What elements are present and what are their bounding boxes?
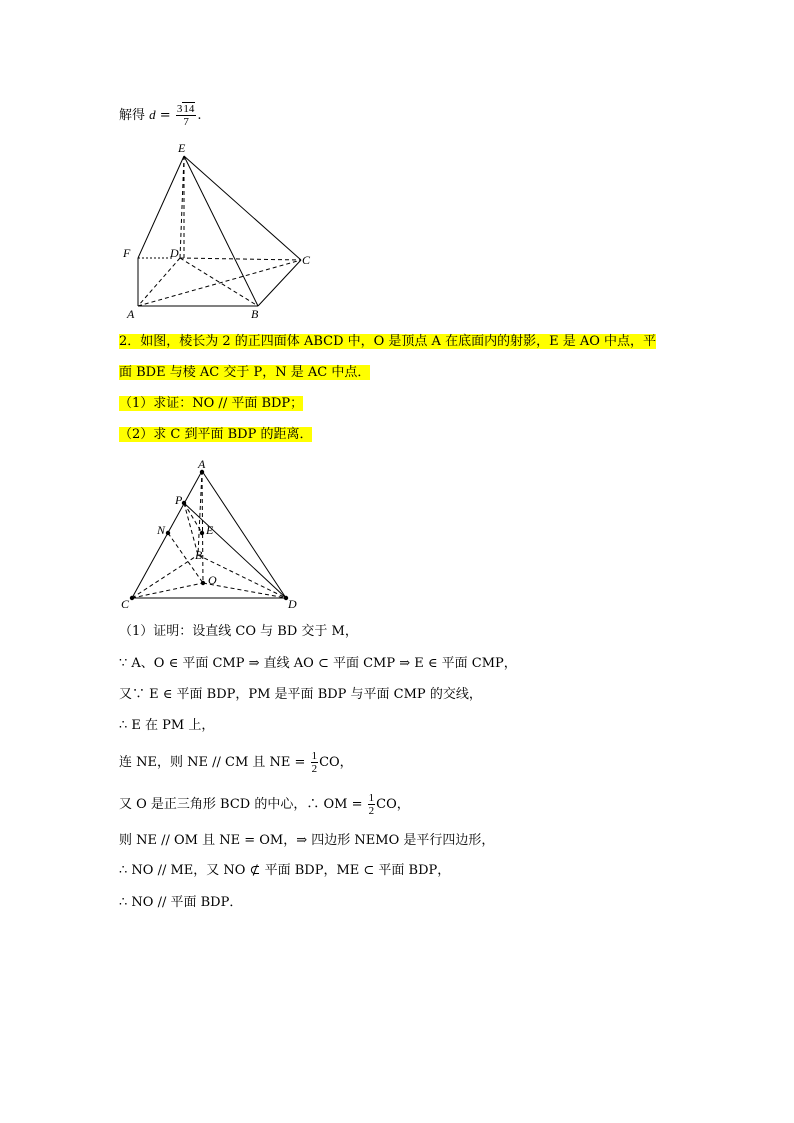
label-B: B: [195, 548, 203, 562]
label-C: C: [121, 597, 130, 611]
label-A: A: [127, 307, 135, 320]
pyramid-figure-1: [118, 140, 328, 320]
tetrahedron-figure-2: [118, 455, 308, 615]
proof-line-3: 又∵ E ∈ 平面 BDP，PM 是平面 BDP 与平面 CMP 的交线，: [119, 687, 482, 702]
proof-line-7: 则 NE // OM 且 NE = OM，⇒ 四边形 NEMO 是平行四边形，: [119, 833, 495, 848]
fraction: $\frac{314}{7}$: [176, 103, 195, 128]
label-B: B: [251, 307, 259, 320]
proof-line-8: ∴ NO // ME，又 NO ⊄ 平面 BDP，ME ⊂ 平面 BDP，: [119, 863, 451, 878]
problem-line-1: 2．如图，棱长为 2 的正四面体 ABCD 中，O 是顶点 A 在底面内的射影，E 是 AO 中点，平: [119, 334, 656, 349]
label-A: A: [198, 457, 206, 471]
fraction-half: $\frac{1}{2}$: [311, 750, 318, 775]
proof-line-2: ∵ A、O ∈ 平面 CMP ⇒ 直线 AO ⊂ 平面 CMP ⇒ E ∈ 平面 CMP，: [119, 656, 517, 671]
problem-part-2: （2）求 C 到平面 BDP 的距离．: [119, 427, 313, 442]
label-C: C: [302, 253, 311, 267]
proof-line-9: ∴ NO // 平面 BDP．: [119, 895, 243, 910]
fraction-half: $\frac{1}{2}$: [368, 792, 375, 817]
solution-result-line: 解得 d = $\frac{314}{7}$ .: [119, 103, 202, 128]
label-P: P: [175, 493, 183, 507]
label-F: F: [123, 246, 131, 260]
problem-line-2: 面 BDE 与棱 AC 交于 P，N 是 AC 中点．: [119, 365, 371, 380]
proof-line-5: 连 NE，则 NE // CM 且 NE = $\frac{1}{2}$ CO，: [119, 750, 353, 775]
label-O: O: [208, 573, 217, 587]
proof-line-1: （1）证明：设直线 CO 与 BD 交于 M，: [119, 624, 358, 639]
proof-line-6: 又 O 是正三角形 BCD 的中心，∴ OM = $\frac{1}{2}$ CO，: [119, 792, 410, 817]
proof-line-4: ∴ E 在 PM 上，: [119, 718, 215, 733]
label-D: D: [170, 246, 179, 260]
label-N: N: [157, 523, 166, 537]
label-E: E: [206, 523, 214, 537]
label-D: D: [288, 597, 297, 611]
label-E: E: [178, 141, 186, 155]
problem-part-1: （1）求证：NO // 平面 BDP；: [119, 396, 304, 411]
